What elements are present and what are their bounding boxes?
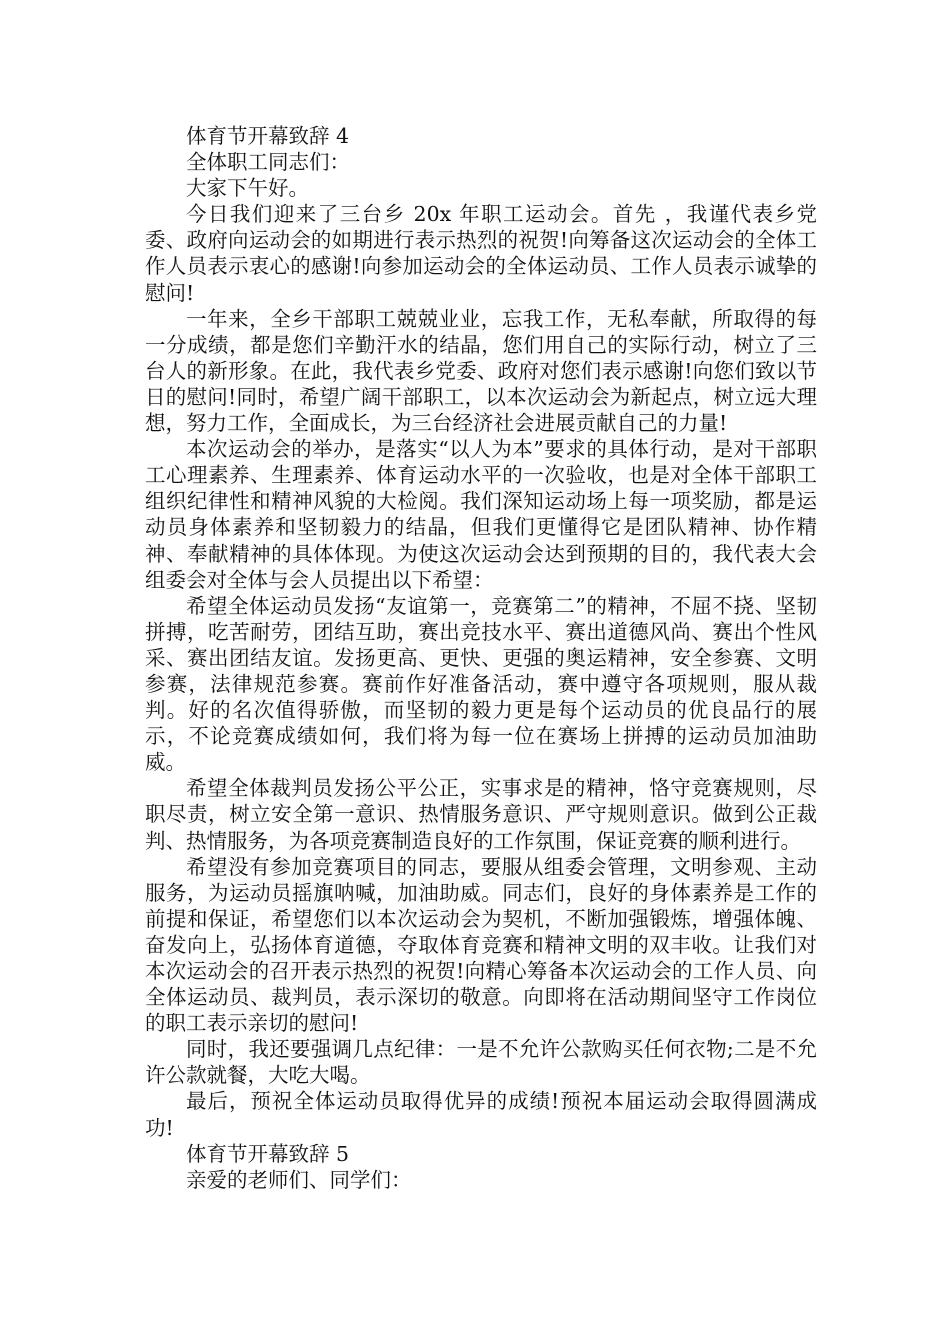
- document-page: [145, 123, 817, 1193]
- body-paragraph: 同时，我还要强调几点纪律：一是不允许公款购买任何衣物;二是不允许公款就餐，大吃大喝。: [145, 1037, 817, 1088]
- body-paragraph: 最后，预祝全体运动员取得优异的成绩!预祝本届运动会取得圆满成功!: [145, 1089, 817, 1140]
- body-paragraph: 本次运动会的举办，是落实“以人为本”要求的具体行动，是对干部职工心理素养、生理素养、体育运动水平的一次验收，也是对全体干部职工组织纪律性和精神风貌的大检阅。我们深知运动场上每一项奖励，都是运动员身体素养和坚韧毅力的结晶，但我们更懂得它是团队精神、协作精神、奉献精神的具体体现。为使这次运动会达到预期的目的，我代表大会组委会对全体与会人员提出以下希望：: [145, 437, 817, 592]
- section-heading: 体育节开幕致辞 5: [186, 1141, 350, 1166]
- salutation: 亲爱的老师们、同学们：: [186, 1167, 412, 1192]
- section-heading: 体育节开幕致辞 4: [186, 124, 350, 148]
- body-paragraph: 今日我们迎来了三台乡 20x 年职工运动会。首先 ，我谨代表乡党委、政府向运动会的如期进行表示热烈的祝贺!向筹备这次运动会的全体工作人员表示衷心的感谢!向参加运动会的全体运动员、工作人员表示诚挚的慰问!: [145, 202, 817, 305]
- greeting: 大家下午好。: [186, 176, 309, 201]
- body-paragraph: 希望全体运动员发扬“友谊第一，竞赛第二”的精神，不屈不挠、坚韧拼搏，吃苦耐劳，团结互助，赛出竞技水平、赛出道德风尚、赛出个性风采、赛出团结友谊。发扬更高、更快、更强的奥运精神，安全参赛、文明参赛，法律规范参赛。赛前作好准备活动，赛中遵守各项规则，服从裁判。好的名次值得骄傲，而坚韧的毅力更是每个运动员的优良品行的展示，不论竞赛成绩如何，我们将为每一位在赛场上拼搏的运动员加油助威。: [145, 593, 817, 775]
- salutation: 全体职工同志们：: [186, 150, 350, 175]
- body-paragraph: 希望全体裁判员发扬公平公正，实事求是的精神，恪守竞赛规则，尽职尽责，树立安全第一意识、热情服务意识、严守规则意识。做到公正裁判、热情服务，为各项竞赛制造良好的工作氛围，保证竞赛的顺利进行。: [145, 776, 817, 853]
- body-paragraph: 希望没有参加竞赛项目的同志，要服从组委会管理，文明参观、主动服务，为运动员摇旗呐喊，加油助威。同志们，良好的身体素养是工作的前提和保证，希望您们以本次运动会为契机，不断加强锻炼，增强体魄、奋发向上，弘扬体育道德，夺取体育竞赛和精神文明的双丰收。让我们对本次运动会的召开表示热烈的祝贺!向精心筹备本次运动会的工作人员、向全体运动员、裁判员，表示深切的敬意。向即将在活动期间坚守工作岗位的职工表示亲切的慰问!: [145, 854, 817, 1036]
- body-paragraph: 一年来，全乡干部职工兢兢业业，忘我工作，无私奉献，所取得的每一分成绩，都是您们辛勤汗水的结晶，您们用自己的实际行动，树立了三台人的新形象。在此，我代表乡党委、政府对您们表示感谢!向您们致以节日的慰问!同时，希望广阔干部职工，以本次运动会为新起点，树立远大理想，努力工作，全面成长，为三台经济社会进展贡献自己的力量!: [145, 306, 817, 436]
